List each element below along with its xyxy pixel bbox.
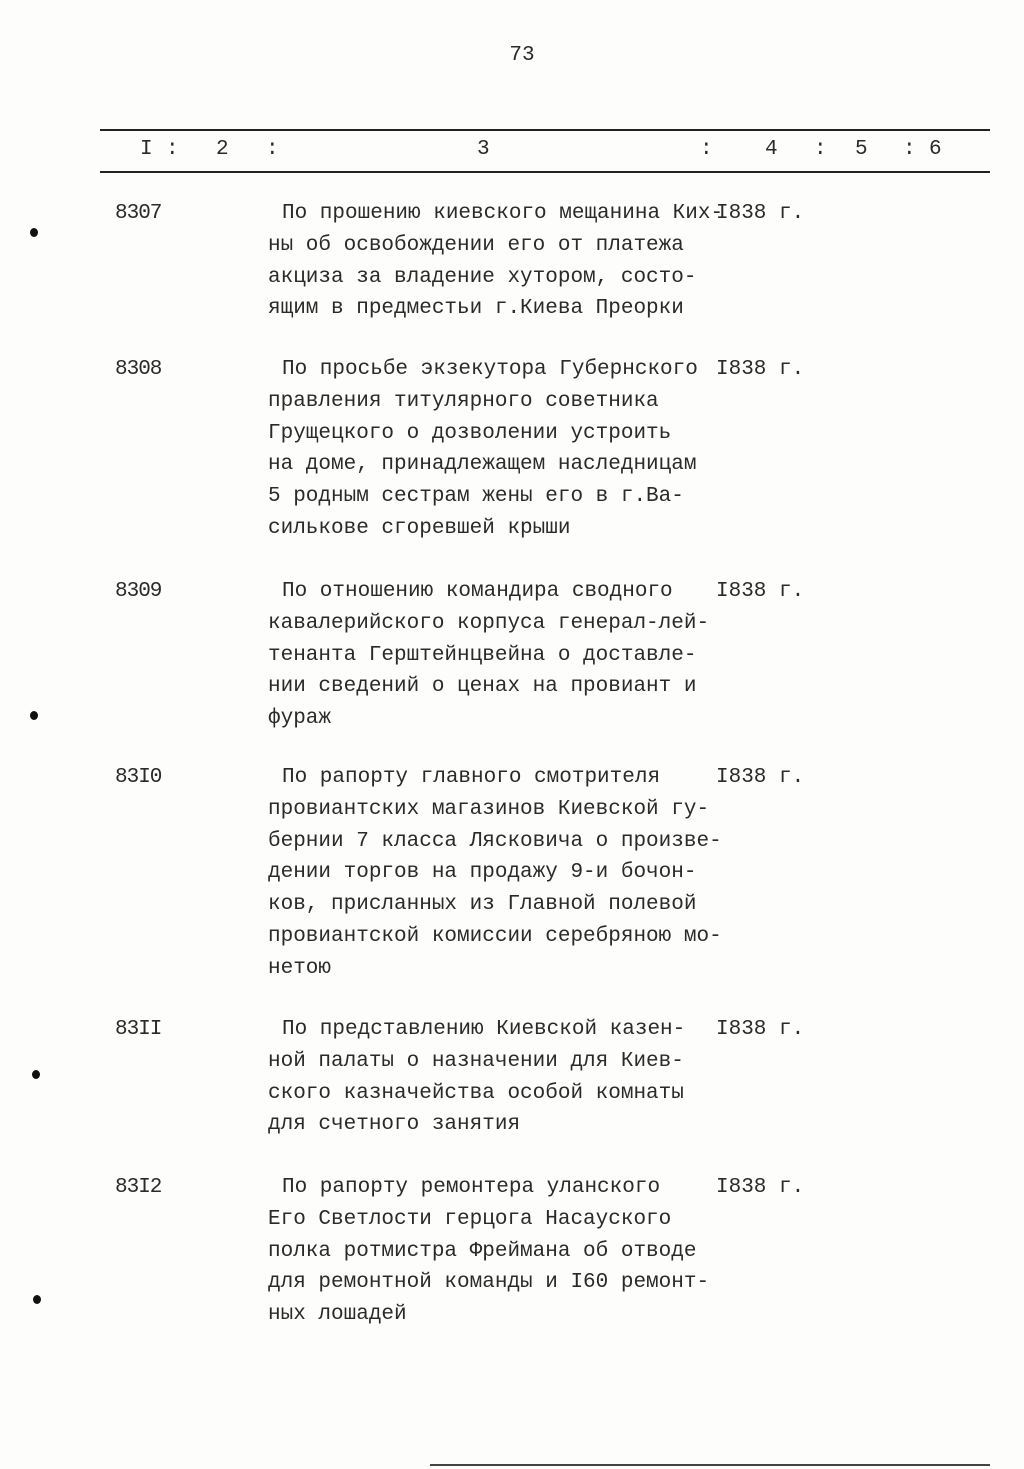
entry-number: 8309: [115, 580, 162, 603]
entry-description-line: ков, присланных из Главной полевой: [268, 893, 697, 917]
column-header-5: 5: [855, 138, 868, 161]
entry-description: [268, 762, 722, 985]
entry-description-line: ского казначейства особой комнаты: [268, 1081, 684, 1105]
entry-description-line: тенанта Герштейнцвейна о доставле-: [268, 643, 697, 667]
column-separator: :: [903, 138, 916, 161]
punch-hole-mark: [30, 711, 38, 720]
entry-description-line: Грущецкого о дозволении устроить: [268, 421, 672, 445]
entry-description-line: По рапорту главного смотрителя: [282, 766, 661, 789]
entry-description-line: фураж: [268, 707, 332, 731]
entry-number: 8307: [115, 202, 162, 225]
entry-description-line: ной палаты о назначении для Киев-: [268, 1049, 684, 1073]
entry-description-line: полка ротмистра Фреймана об отводе: [268, 1239, 697, 1263]
entry-year: I838 г.: [716, 1018, 805, 1041]
entry-year: I838 г.: [716, 1176, 805, 1199]
entry-description-line: По представлению Киевской казен-: [282, 1018, 686, 1041]
entry-description: [268, 1172, 709, 1331]
entry-description-line: нии сведений о ценах на провиант и: [268, 675, 697, 699]
entry-description-line: на доме, принадлежащем наследницам: [268, 453, 697, 477]
entry-description-line: Его Светлости герцога Насауского: [268, 1207, 672, 1231]
entry-description-line: для ремонтной команды и I60 ремонт-: [268, 1271, 710, 1295]
entry-description-line: По прошению киевского мещанина Ких-: [282, 202, 724, 225]
page-number: 73: [509, 44, 535, 67]
table-header-top-rule: [100, 129, 990, 131]
entry-description-line: нетою: [268, 956, 332, 980]
entry-description-line: 5 родным сестрам жены его в г.Ва-: [268, 485, 684, 509]
column-header-1: I: [140, 138, 153, 161]
column-header-2: 2: [216, 138, 229, 161]
column-separator: :: [814, 138, 827, 161]
column-separator: :: [700, 138, 713, 161]
entry-year: I838 г.: [716, 358, 805, 381]
entry-description: [268, 576, 709, 735]
punch-hole-mark: [30, 228, 38, 237]
entry-description-line: бернии 7 класса Лясковича о произве-: [268, 829, 722, 853]
entry-number: 83I0: [115, 766, 162, 789]
entry-description-line: правления титулярного советника: [268, 389, 659, 413]
table-header-bottom-rule: [100, 171, 990, 173]
column-separator: :: [266, 138, 279, 161]
entry-description-line: кавалерийского корпуса генерал-лей-: [268, 611, 710, 635]
bottom-edge-rule: [430, 1464, 990, 1466]
entry-description-line: для счетного занятия: [268, 1113, 521, 1137]
entry-description-line: силькове сгоревшей крыши: [268, 516, 571, 540]
punch-hole-mark: [33, 1295, 41, 1304]
entry-description: [268, 198, 723, 325]
entry-number: 8308: [115, 358, 162, 381]
entry-description-line: провиантской комиссии серебряною мо-: [268, 924, 722, 948]
entry-number: 83II: [115, 1018, 162, 1041]
entry-description-line: ны об освобождении его от платежа: [268, 233, 684, 257]
entry-description-line: По рапорту ремонтера уланского: [282, 1176, 661, 1199]
entry-description-line: ящим в предместьи г.Киева Преорки: [268, 297, 684, 321]
column-separator: :: [166, 138, 179, 161]
entry-description: [268, 354, 698, 545]
entry-description-line: акциза за владение хутором, состо-: [268, 265, 697, 289]
entry-description-line: дении торгов на продажу 9-и бочон-: [268, 861, 697, 885]
entry-description-line: По просьбе экзекутора Губернского: [282, 358, 698, 381]
column-header-3: 3: [477, 138, 490, 161]
entry-description-line: По отношению командира сводного: [282, 580, 673, 603]
entry-year: I838 г.: [716, 202, 805, 225]
column-header-6: 6: [929, 138, 942, 161]
entry-description-line: ных лошадей: [268, 1303, 407, 1327]
entry-year: I838 г.: [716, 766, 805, 789]
entry-description: [268, 1014, 685, 1141]
punch-hole-mark: [32, 1070, 40, 1079]
entry-number: 83I2: [115, 1176, 162, 1199]
entry-year: I838 г.: [716, 580, 805, 603]
column-header-4: 4: [765, 138, 778, 161]
entry-description-line: провиантских магазинов Киевской гу-: [268, 797, 710, 821]
